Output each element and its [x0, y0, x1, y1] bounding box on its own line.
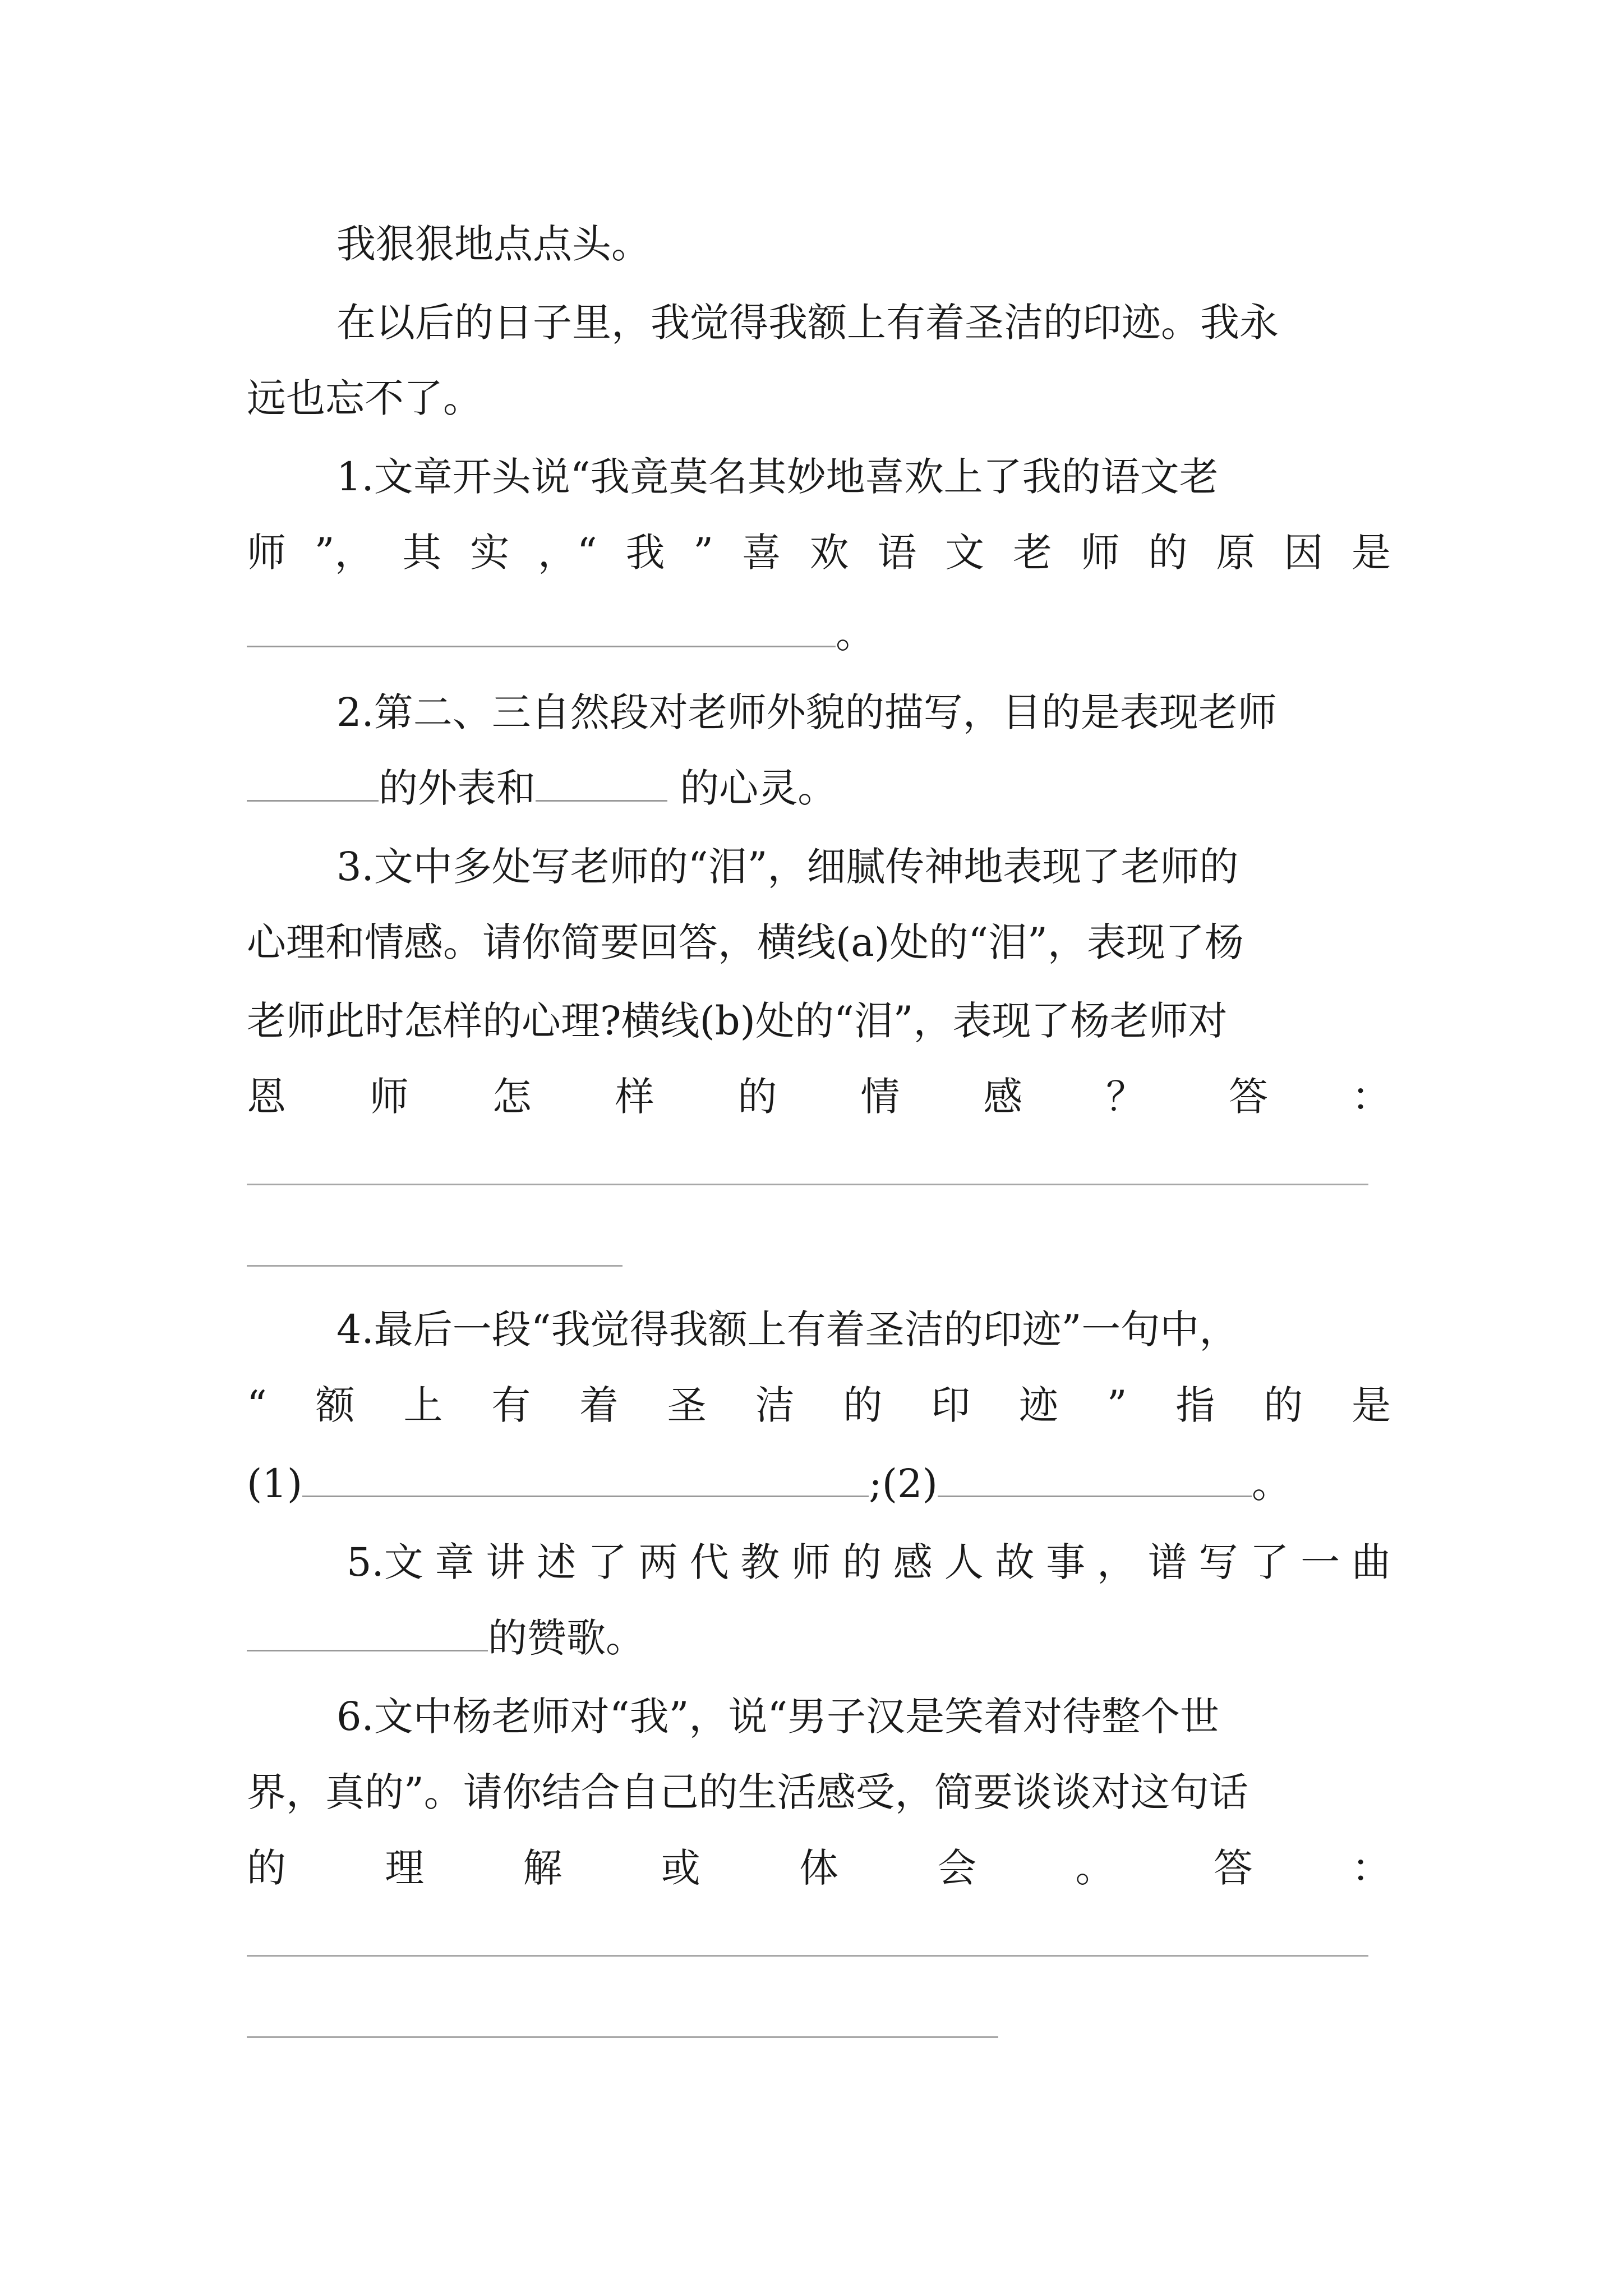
q4-char: 的	[1264, 1382, 1303, 1428]
q1-char: 因	[1284, 530, 1324, 576]
paragraph-later-days-line1: 在以后的日子里，我觉得我额上有着圣洁的印迹。我永	[336, 300, 1279, 346]
q4-char: 的	[843, 1382, 883, 1428]
q1-char: 师	[1080, 530, 1120, 576]
q4-char: ”	[1106, 1382, 1127, 1428]
q1-char: ”，	[314, 530, 374, 576]
q5-char: 章	[435, 1539, 474, 1585]
question-4-line2	[247, 1380, 1391, 1430]
q6-char: 体	[799, 1845, 838, 1891]
q5-char: 两	[638, 1539, 678, 1585]
question-2-line2	[247, 763, 1391, 813]
q5-char: 讲	[486, 1539, 525, 1585]
q5-char: 的	[842, 1539, 882, 1585]
q2-blank-heart[interactable]	[536, 764, 667, 802]
q1-char: 我	[625, 530, 665, 576]
q5-char: 师	[791, 1539, 831, 1585]
q6-char: 答	[1213, 1845, 1253, 1891]
q3-char: 情	[860, 1074, 900, 1120]
q5-end: 的赞歌。	[488, 1615, 645, 1661]
q3-char: ？	[1106, 1074, 1146, 1120]
q4-blank-2[interactable]	[938, 1460, 1252, 1497]
question-3-line1: 3.文中多处写老师的“泪”，细腻传神地表现了老师的	[336, 844, 1239, 890]
q4-end: 。	[1251, 1461, 1291, 1507]
q1-char: 是	[1351, 530, 1391, 576]
q5-char: 述	[537, 1539, 577, 1585]
q4-char: 圣	[667, 1382, 707, 1428]
q5-char: 曲	[1351, 1539, 1391, 1585]
q2-blank-appearance[interactable]	[247, 764, 379, 802]
question-1-line1: 1.文章开头说“我竟莫名其妙地喜欢上了我的语文老	[336, 454, 1219, 500]
q1-char: 其	[402, 530, 442, 576]
q4-label-2: ;(2)	[869, 1461, 938, 1507]
q5-char: 感	[893, 1539, 933, 1585]
question-1-line3	[247, 609, 1391, 659]
paragraph-nod: 我狠狠地点点头。	[336, 221, 651, 267]
q6-char: 会	[937, 1845, 977, 1891]
q3-answer-line-1[interactable]	[247, 1184, 1368, 1185]
q3-char: 样	[615, 1074, 654, 1120]
q1-char: 实	[470, 530, 510, 576]
q6-char: 解	[523, 1845, 562, 1891]
q1-char: 语	[877, 530, 917, 576]
q6-char: 理	[385, 1845, 425, 1891]
q1-end: 。	[836, 611, 875, 657]
q5-char: 事	[1046, 1539, 1086, 1585]
question-3-line3: 老师此时怎样的心理?横线(b)处的“泪”，表现了杨老师对	[247, 998, 1228, 1044]
q6-char: 。	[1075, 1845, 1115, 1891]
question-4-line3	[247, 1458, 1391, 1509]
q2-end: 的心灵。	[667, 765, 837, 811]
q1-char: 原	[1216, 530, 1256, 576]
question-3-line4	[247, 1071, 1391, 1122]
q4-char: 着	[579, 1382, 619, 1428]
question-4-line1: 4.最后一段“我觉得我额上有着圣洁的印迹”一句中，	[336, 1306, 1239, 1352]
q3-char: 师	[369, 1074, 409, 1120]
q4-char: 印	[931, 1382, 971, 1428]
q4-char: “	[247, 1382, 267, 1428]
q6-char: 的	[247, 1845, 286, 1891]
q3-char: 的	[737, 1074, 777, 1120]
q1-char: 欢	[809, 530, 849, 576]
q6-answer-line-2[interactable]	[247, 2036, 998, 2038]
q4-char: 指	[1175, 1382, 1215, 1428]
question-6-line2: 界，真的”。请你结合自己的生活感受，简要谈谈对这句话	[247, 1769, 1248, 1815]
q1-char: 文	[945, 530, 985, 576]
q4-char: 上	[403, 1382, 443, 1428]
question-2-line1: 2.第二、三自然段对老师外貌的描写，目的是表现老师	[336, 689, 1277, 735]
q1-char: 师	[247, 530, 286, 576]
q3-char: 感	[983, 1074, 1023, 1120]
q1-char: ，“	[537, 530, 597, 576]
q1-char: ”	[693, 530, 714, 576]
q2-mid: 的外表和	[379, 765, 536, 811]
q3-char: 答	[1229, 1074, 1268, 1120]
q1-char: 的	[1148, 530, 1188, 576]
q5-char: 人	[944, 1539, 984, 1585]
q4-char: 洁	[755, 1382, 795, 1428]
q1-char: 喜	[741, 530, 781, 576]
q4-blank-1[interactable]	[302, 1460, 869, 1497]
q5-char: 故	[995, 1539, 1035, 1585]
q3-char: 怎	[492, 1074, 532, 1120]
question-5-line1	[347, 1537, 1391, 1588]
q5-char: 教	[740, 1539, 780, 1585]
q4-char: 是	[1351, 1382, 1391, 1428]
q4-char: 迹	[1018, 1382, 1058, 1428]
q5-char: ，	[1096, 1539, 1136, 1585]
q6-char: 或	[661, 1845, 700, 1891]
q5-blank[interactable]	[247, 1614, 488, 1651]
question-1-line2	[247, 527, 1391, 578]
question-5-line2	[247, 1613, 1391, 1663]
q5-char: 5.文	[347, 1539, 423, 1585]
q5-char: 一	[1301, 1539, 1340, 1585]
q1-char: 老	[1012, 530, 1052, 576]
q4-label-1: (1)	[247, 1461, 303, 1507]
q6-char: ：	[1352, 1845, 1391, 1891]
question-6-line3	[247, 1843, 1391, 1893]
q5-char: 谱	[1147, 1539, 1187, 1585]
q3-char: 恩	[247, 1074, 286, 1120]
q5-char: 代	[689, 1539, 729, 1585]
question-6-line1: 6.文中杨老师对“我”，说“男子汉是笑着对待整个世	[336, 1694, 1220, 1740]
q3-char: ：	[1351, 1074, 1391, 1120]
q4-char: 有	[491, 1382, 531, 1428]
q3-answer-line-2[interactable]	[247, 1265, 623, 1267]
q5-char: 写	[1198, 1539, 1238, 1585]
q4-char: 额	[315, 1382, 355, 1428]
q6-answer-line-1[interactable]	[247, 1955, 1368, 1957]
q5-char: 了	[587, 1539, 627, 1585]
q5-char: 了	[1249, 1539, 1289, 1585]
paragraph-later-days-line2: 远也忘不了。	[247, 375, 482, 421]
q1-answer-blank[interactable]	[247, 610, 836, 647]
question-3-line2: 心理和情感。请你简要回答，横线(a)处的“泪”，表现了杨	[247, 919, 1244, 965]
